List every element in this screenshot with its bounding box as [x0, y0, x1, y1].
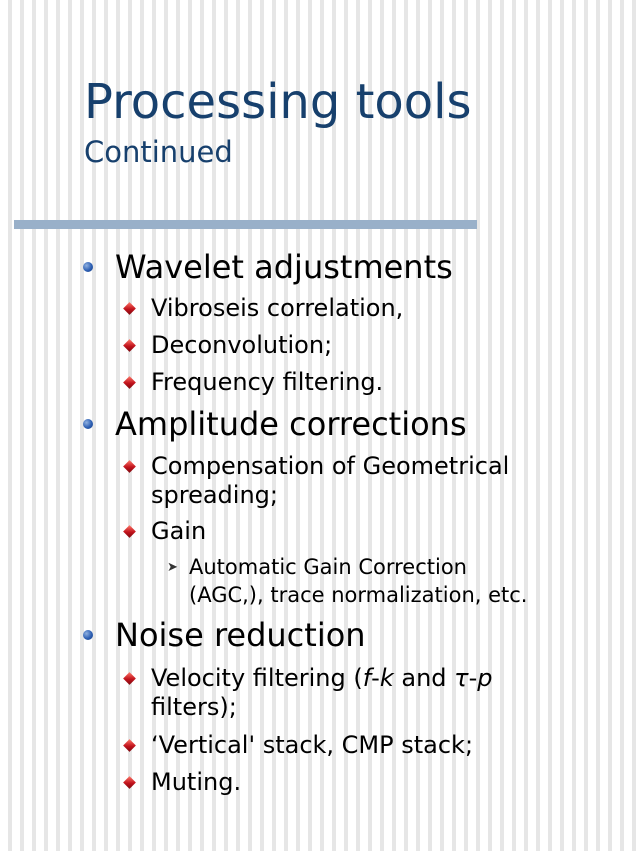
list-item: Velocity filtering (f-k and τ-p [151, 664, 493, 692]
list-item: Compensation of Geometrical [151, 452, 510, 480]
title-divider [14, 220, 477, 229]
section-heading-wavelet: Wavelet adjustments [115, 248, 453, 286]
sub-list-item: Automatic Gain Correction [189, 555, 467, 579]
list-item: Deconvolution; [151, 331, 333, 359]
bullet-icon [123, 739, 136, 752]
list-item: Muting. [151, 768, 242, 796]
bullet-icon [123, 302, 136, 315]
arrow-bullet-icon: ➤ [167, 560, 178, 575]
list-item-continuation: spreading; [151, 481, 278, 509]
bullet-icon [83, 262, 93, 272]
bullet-icon [123, 460, 136, 473]
section-heading-noise: Noise reduction [115, 616, 366, 654]
slide-subtitle: Continued [84, 135, 233, 169]
list-item: ‘Vertical' stack, CMP stack; [151, 731, 474, 759]
bullet-icon [83, 419, 93, 429]
bullet-icon [123, 776, 136, 789]
sub-list-item-continuation: (AGC,), trace normalization, etc. [189, 583, 528, 607]
list-item: Vibroseis correlation, [151, 294, 404, 322]
list-item-continuation: filters); [151, 693, 237, 721]
bullet-icon [123, 339, 136, 352]
bullet-icon [123, 672, 136, 685]
section-heading-amplitude: Amplitude corrections [115, 405, 467, 443]
list-item: Gain [151, 517, 207, 545]
bullet-icon [83, 630, 93, 640]
bullet-icon [123, 376, 136, 389]
bullet-icon [123, 525, 136, 538]
list-item: Frequency filtering. [151, 368, 384, 396]
slide-title: Processing tools [84, 74, 472, 130]
